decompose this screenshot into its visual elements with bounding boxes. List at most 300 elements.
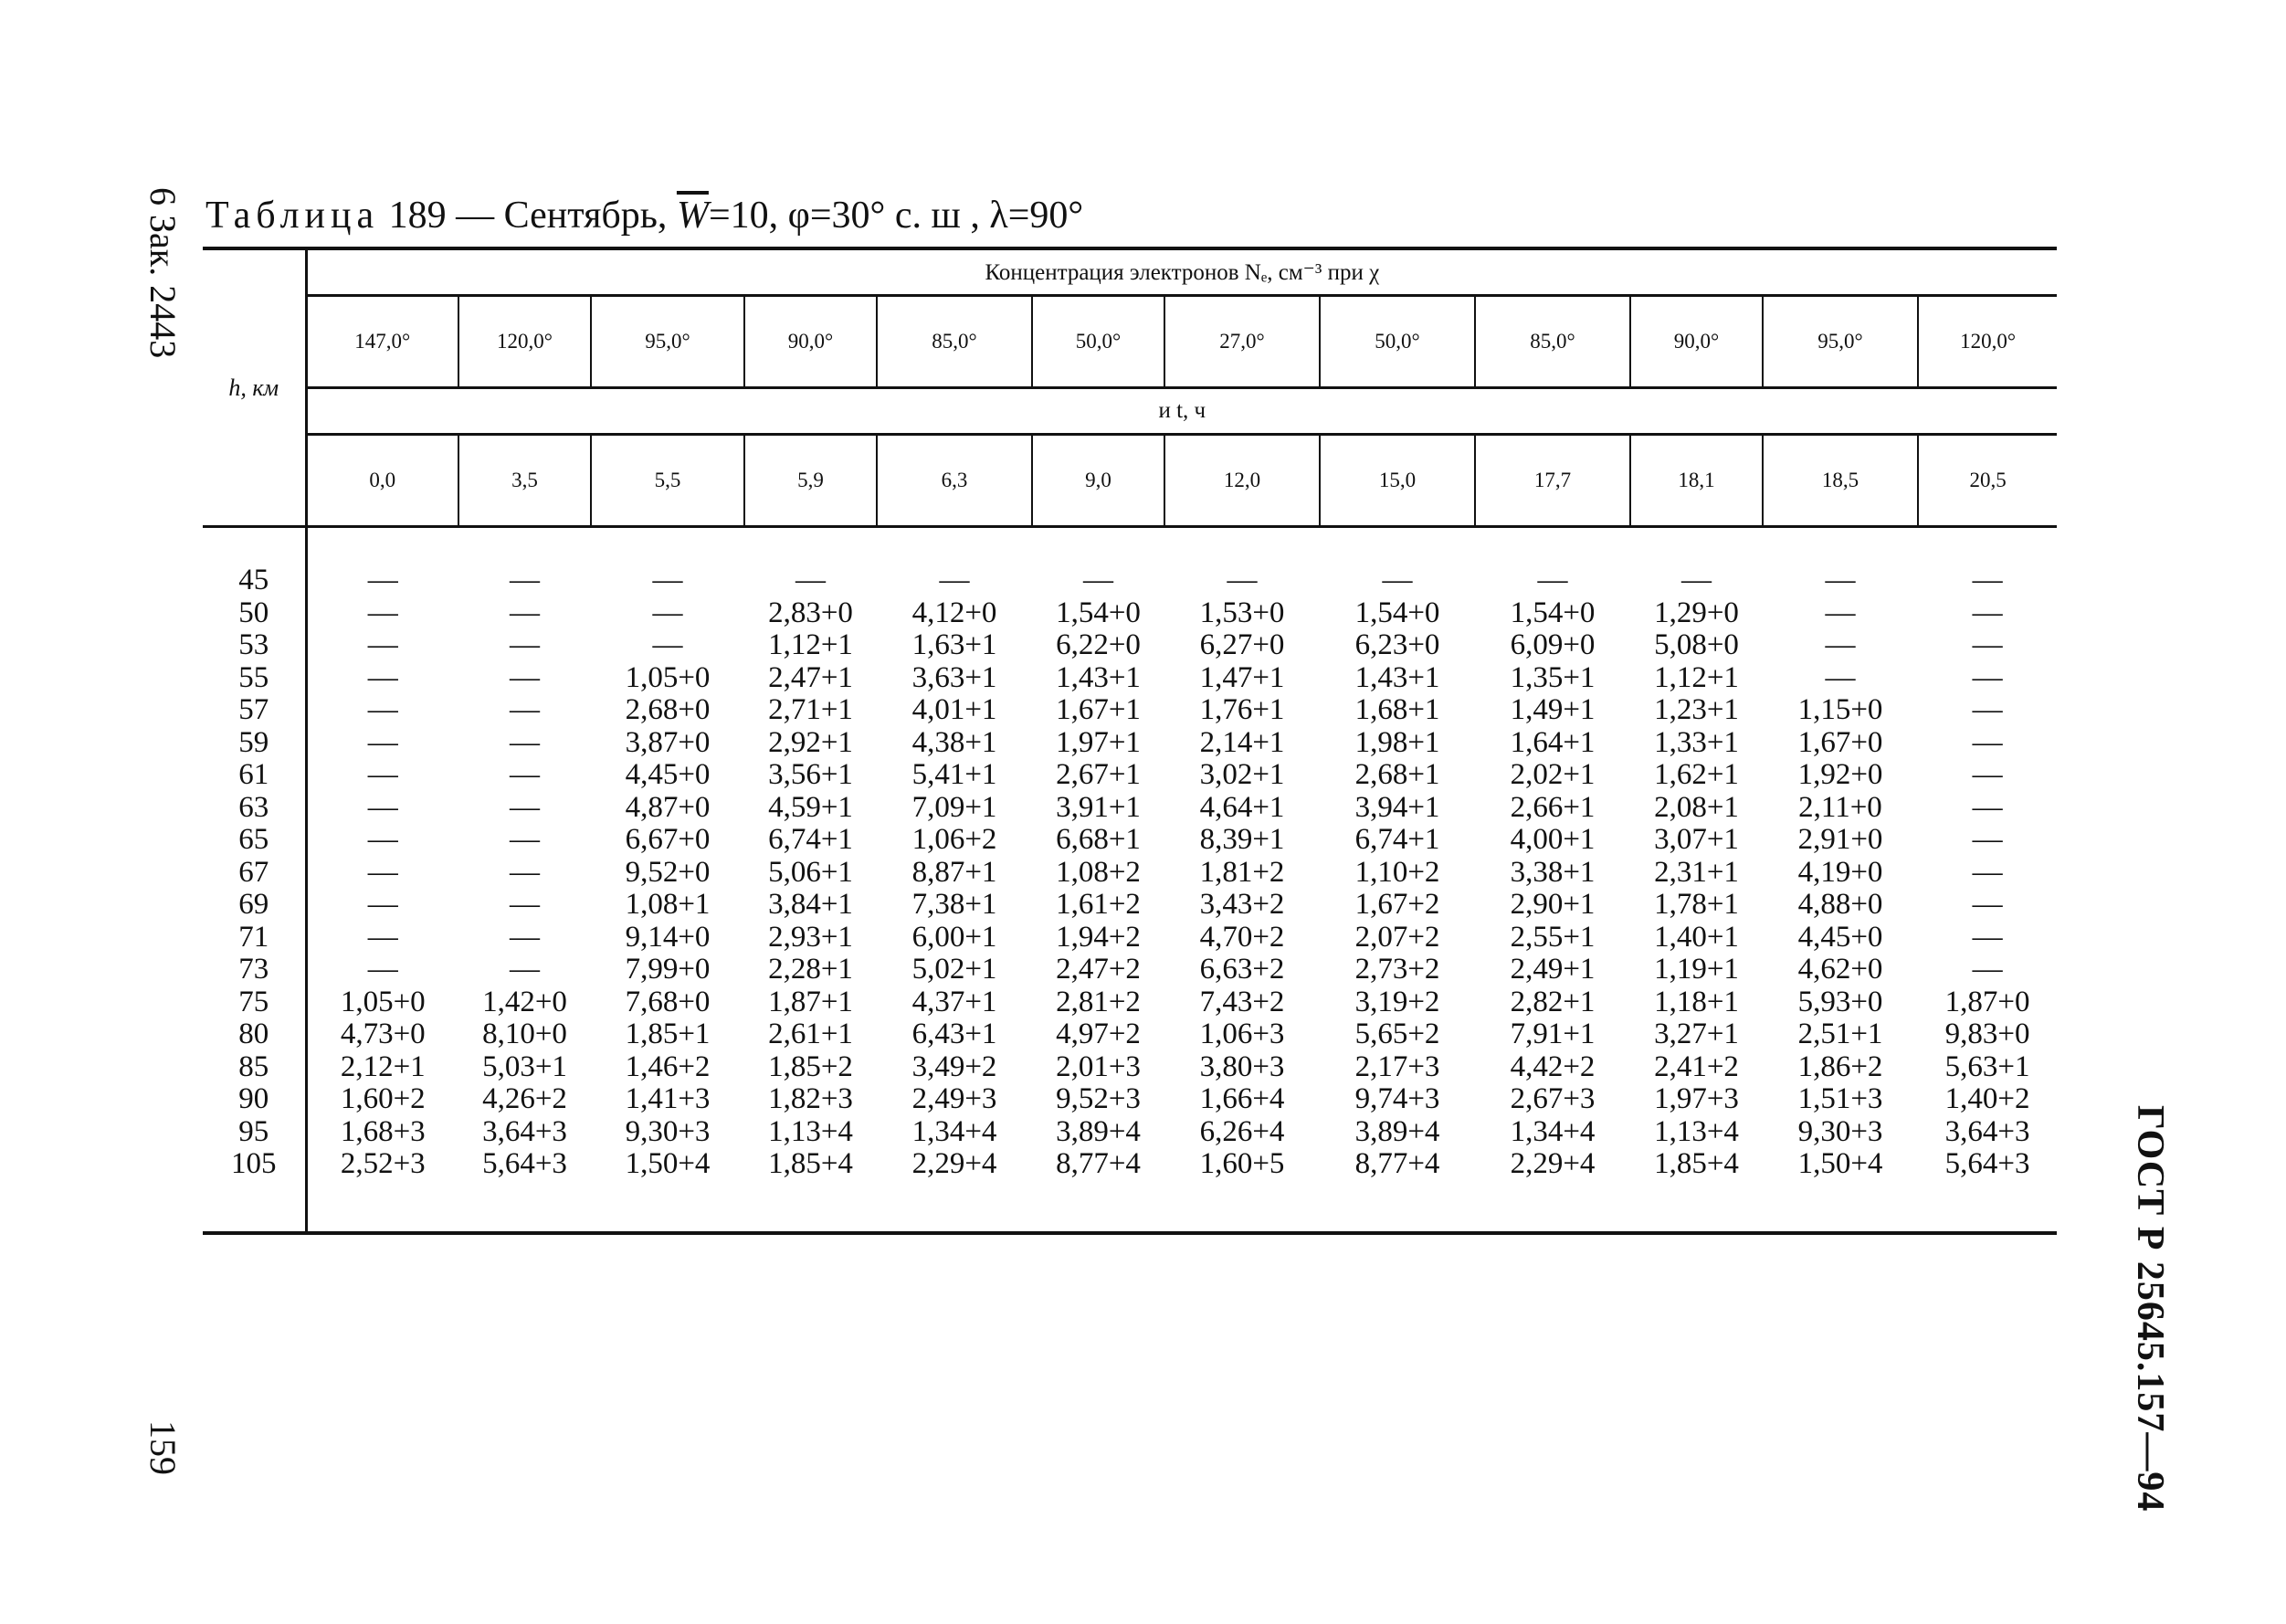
value-cell: —	[1825, 660, 1856, 694]
value-cell: 1,82+3	[768, 1082, 853, 1115]
value-cell: —	[652, 564, 683, 596]
height-cell: 53	[203, 629, 306, 662]
value-cell: 3,84+1	[768, 888, 853, 921]
value-cell: —	[939, 564, 970, 596]
height-cell: 61	[203, 759, 306, 792]
chi-cell: 147,0°	[354, 330, 411, 353]
value-cell: 1,87+1	[768, 985, 853, 1018]
value-cell: 3,91+1	[1056, 790, 1141, 824]
value-cell: 3,87+0	[625, 725, 711, 759]
value-cell: 1,08+2	[1056, 855, 1141, 889]
value-cell: 1,78+1	[1654, 888, 1739, 921]
value-cell: 5,41+1	[911, 758, 997, 791]
value-cell: 1,54+0	[1056, 596, 1141, 629]
title-w-symbol: $\overline{W}$	[676, 195, 709, 237]
value-cell: 1,35+1	[1510, 660, 1596, 694]
value-cell: 1,15+0	[1797, 693, 1883, 726]
value-cell: 2,81+2	[1056, 985, 1141, 1018]
value-cell: 4,97+2	[1056, 1018, 1141, 1050]
value-cell: 3,89+4	[1354, 1114, 1440, 1148]
value-cell: 1,68+1	[1354, 693, 1440, 726]
value-cell: 2,73+2	[1354, 953, 1440, 986]
value-cell: 1,76+1	[1199, 693, 1285, 726]
value-cell: 6,67+0	[625, 823, 711, 856]
value-cell: 3,19+2	[1354, 985, 1440, 1018]
value-cell: 2,12+1	[340, 1049, 426, 1083]
value-cell: 4,73+0	[340, 1018, 426, 1050]
table-row	[203, 1018, 2057, 1051]
value-cell: 4,00+1	[1510, 823, 1596, 856]
value-cell: 2,29+4	[911, 1147, 997, 1180]
value-cell: 4,59+1	[768, 790, 853, 824]
value-cell: —	[1972, 790, 2003, 824]
value-cell: 4,12+0	[911, 596, 997, 629]
value-cell: 2,82+1	[1510, 985, 1596, 1018]
height-cell: 65	[203, 824, 306, 857]
value-cell: —	[1681, 564, 1712, 596]
value-cell: 2,83+0	[768, 596, 853, 629]
value-cell: 9,52+0	[625, 855, 711, 889]
value-cell: 7,91+1	[1510, 1018, 1596, 1050]
table-row	[203, 759, 2057, 792]
time-cell: 5,5	[591, 435, 744, 526]
height-cell: 71	[203, 922, 306, 954]
value-cell: 9,52+3	[1056, 1082, 1141, 1115]
value-cell: 1,06+2	[911, 823, 997, 856]
value-cell: —	[1382, 564, 1413, 596]
value-cell: 5,64+3	[1944, 1147, 2030, 1180]
value-cell: 6,22+0	[1056, 628, 1141, 661]
chi-cell: 120,0°	[458, 296, 591, 388]
table-row	[203, 889, 2057, 922]
value-cell: 2,14+1	[1199, 725, 1285, 759]
value-cell: 2,91+0	[1797, 823, 1883, 856]
value-cell: —	[1972, 628, 2003, 661]
value-cell: —	[1083, 564, 1113, 596]
value-cell: —	[510, 953, 540, 986]
value-cell: 2,52+3	[340, 1147, 426, 1180]
value-cell: 1,97+1	[1056, 725, 1141, 759]
value-cell: —	[367, 693, 398, 726]
value-cell: 1,41+3	[625, 1082, 711, 1115]
value-cell: —	[510, 855, 540, 889]
value-cell: 9,30+3	[1797, 1114, 1883, 1148]
value-cell: 2,51+1	[1797, 1018, 1883, 1050]
value-cell: 2,68+1	[1354, 758, 1440, 791]
table-row	[203, 629, 2057, 662]
value-cell: —	[510, 725, 540, 759]
value-cell: 7,43+2	[1199, 985, 1285, 1018]
time-cell: 18,5	[1763, 435, 1918, 526]
height-cell: 73	[203, 954, 306, 986]
value-cell: 4,45+0	[1797, 920, 1883, 954]
table-row	[203, 1148, 2057, 1181]
value-cell: —	[1972, 725, 2003, 759]
value-cell: 4,19+0	[1797, 855, 1883, 889]
page-number: 159	[142, 1420, 184, 1475]
value-cell: 5,08+0	[1654, 628, 1739, 661]
value-cell: 1,34+4	[1510, 1114, 1596, 1148]
value-cell: —	[510, 660, 540, 694]
title-params: =10, φ=30° с. ш , λ=90°	[708, 195, 1084, 237]
value-cell: 1,94+2	[1056, 920, 1141, 954]
value-cell: 3,49+2	[911, 1049, 997, 1083]
value-cell: 2,49+1	[1510, 953, 1596, 986]
chi-cell: 95,0°	[1763, 296, 1918, 388]
value-cell: 2,11+0	[1798, 790, 1882, 824]
value-cell: —	[367, 660, 398, 694]
value-cell: 1,40+2	[1944, 1082, 2030, 1115]
value-cell: —	[367, 628, 398, 661]
value-cell: 1,64+1	[1510, 725, 1596, 759]
value-cell: —	[367, 564, 398, 596]
title-prefix: Таблица	[205, 195, 380, 237]
value-cell: 1,50+4	[625, 1147, 711, 1180]
value-cell: 7,99+0	[625, 953, 711, 986]
value-cell: 1,43+1	[1056, 660, 1141, 694]
value-cell: 2,02+1	[1510, 758, 1596, 791]
value-cell: 6,43+1	[911, 1018, 997, 1050]
title-rest: 189 — Сентябрь,	[379, 195, 677, 237]
value-cell: —	[1972, 953, 2003, 986]
value-cell: 1,98+1	[1354, 725, 1440, 759]
value-cell: 3,63+1	[911, 660, 997, 694]
value-cell: —	[510, 823, 540, 856]
value-cell: 1,54+0	[1510, 596, 1596, 629]
table-header	[203, 248, 2057, 527]
value-cell: 8,10+0	[482, 1018, 567, 1050]
value-cell: 3,64+3	[1944, 1114, 2030, 1148]
value-cell: 8,77+4	[1056, 1147, 1141, 1180]
value-cell: —	[367, 790, 398, 824]
chi-cell: 85,0°	[877, 296, 1032, 388]
value-cell: 2,01+3	[1056, 1049, 1141, 1083]
value-cell: 2,17+3	[1354, 1049, 1440, 1083]
value-cell: 2,07+2	[1354, 920, 1440, 954]
value-cell: —	[367, 855, 398, 889]
value-cell: 8,39+1	[1199, 823, 1285, 856]
chi-cell: 90,0°	[1630, 296, 1763, 388]
value-cell: 2,92+1	[768, 725, 853, 759]
value-cell: 5,93+0	[1797, 985, 1883, 1018]
value-cell: 4,87+0	[625, 790, 711, 824]
value-cell: 2,55+1	[1510, 920, 1596, 954]
value-cell: —	[510, 596, 540, 629]
table-row	[203, 824, 2057, 857]
value-cell: 1,92+0	[1797, 758, 1883, 791]
value-cell: 1,08+1	[625, 888, 711, 921]
value-cell: —	[367, 596, 398, 629]
value-cell: 8,87+1	[911, 855, 997, 889]
value-cell: 1,43+1	[1354, 660, 1440, 694]
time-cell: 0,0	[369, 469, 396, 491]
table-row	[203, 1051, 2057, 1084]
value-cell: 1,29+0	[1654, 596, 1739, 629]
value-cell: —	[510, 758, 540, 791]
value-cell: 1,06+3	[1199, 1018, 1285, 1050]
table-row	[203, 954, 2057, 986]
value-cell: 2,67+1	[1056, 758, 1141, 791]
value-cell: 6,23+0	[1354, 628, 1440, 661]
value-cell: 3,02+1	[1199, 758, 1285, 791]
value-cell: —	[652, 628, 683, 661]
value-cell: 1,63+1	[911, 628, 997, 661]
value-cell: 1,05+0	[625, 660, 711, 694]
value-cell: 2,90+1	[1510, 888, 1596, 921]
value-cell: 6,26+4	[1199, 1114, 1285, 1148]
value-cell: —	[367, 953, 398, 986]
value-cell: 2,71+1	[768, 693, 853, 726]
height-cell: 80	[203, 1018, 306, 1051]
value-cell: 4,70+2	[1199, 920, 1285, 954]
value-cell: 1,13+4	[768, 1114, 853, 1148]
height-cell: 95	[203, 1116, 306, 1149]
value-cell: 1,68+3	[340, 1114, 426, 1148]
value-cell: 4,26+2	[482, 1082, 567, 1115]
value-cell: —	[367, 758, 398, 791]
value-cell: 6,68+1	[1056, 823, 1141, 856]
value-cell: —	[367, 725, 398, 759]
value-cell: 1,42+0	[482, 985, 567, 1018]
table-row	[203, 857, 2057, 890]
value-cell: —	[1825, 596, 1856, 629]
value-cell: 9,30+3	[625, 1114, 711, 1148]
height-cell: 45	[203, 564, 306, 597]
value-cell: 6,74+1	[768, 823, 853, 856]
value-cell: 1,12+1	[1654, 660, 1739, 694]
value-cell: 2,08+1	[1654, 790, 1739, 824]
value-cell: 6,09+0	[1510, 628, 1596, 661]
value-cell: —	[510, 920, 540, 954]
value-cell: 9,14+0	[625, 920, 711, 954]
value-cell: 3,43+2	[1199, 888, 1285, 921]
value-cell: 3,94+1	[1354, 790, 1440, 824]
value-cell: 1,67+2	[1354, 888, 1440, 921]
concentration-header: Концентрация электронов Nₑ, см⁻³ при χ	[306, 248, 2057, 296]
height-cell: 69	[203, 889, 306, 922]
height-cell: 105	[203, 1148, 306, 1181]
table-row	[203, 662, 2057, 695]
value-cell: 4,42+2	[1510, 1049, 1596, 1083]
value-cell: 3,64+3	[482, 1114, 567, 1148]
value-cell: 7,09+1	[911, 790, 997, 824]
time-cell: 9,0	[1032, 435, 1164, 526]
value-cell: —	[1972, 823, 2003, 856]
electron-concentration-table	[203, 247, 2057, 1235]
value-cell: 1,85+1	[625, 1018, 711, 1050]
height-cell: 57	[203, 694, 306, 727]
value-cell: 1,60+5	[1199, 1147, 1285, 1180]
value-cell: 1,49+1	[1510, 693, 1596, 726]
value-cell: 4,38+1	[911, 725, 997, 759]
value-cell: 4,45+0	[625, 758, 711, 791]
value-cell: 1,47+1	[1199, 660, 1285, 694]
value-cell: 1,18+1	[1654, 985, 1739, 1018]
value-cell: 1,12+1	[768, 628, 853, 661]
value-cell: 1,23+1	[1654, 693, 1739, 726]
value-cell: 8,77+4	[1354, 1147, 1440, 1180]
height-cell: 50	[203, 597, 306, 630]
value-cell: 1,51+3	[1797, 1082, 1883, 1115]
value-cell: —	[652, 596, 683, 629]
value-cell: 1,33+1	[1654, 725, 1739, 759]
value-cell: 1,66+4	[1199, 1082, 1285, 1115]
table-row	[203, 922, 2057, 954]
height-cell: 85	[203, 1051, 306, 1084]
value-cell: 1,46+2	[625, 1049, 711, 1083]
value-cell: 1,97+3	[1654, 1082, 1739, 1115]
value-cell: —	[1972, 888, 2003, 921]
value-cell: 3,07+1	[1654, 823, 1739, 856]
table-row	[203, 1083, 2057, 1116]
time-cell: 6,3	[877, 435, 1032, 526]
value-cell: 4,01+1	[911, 693, 997, 726]
value-cell: 5,63+1	[1944, 1049, 2030, 1083]
height-cell: 75	[203, 986, 306, 1019]
h-km-header: h, км	[203, 248, 306, 525]
time-cell: 5,9	[744, 435, 877, 526]
value-cell: 2,31+1	[1654, 855, 1739, 889]
table-row	[203, 727, 2057, 760]
value-cell: 6,63+2	[1199, 953, 1285, 986]
standard-code: ГОСТ Р 25645.157—94	[2129, 1105, 2171, 1513]
value-cell: 7,38+1	[911, 888, 997, 921]
value-cell: —	[367, 888, 398, 921]
value-cell: 3,80+3	[1199, 1049, 1285, 1083]
value-cell: 3,27+1	[1654, 1018, 1739, 1050]
value-cell: 3,38+1	[1510, 855, 1596, 889]
time-cell: 15,0	[1320, 435, 1475, 526]
height-cell: 55	[203, 662, 306, 695]
chi-cell: 27,0°	[1164, 296, 1320, 388]
time-cell: 3,5	[458, 435, 591, 526]
value-cell: 1,81+2	[1199, 855, 1285, 889]
time-row	[203, 435, 2057, 526]
value-cell: 6,74+1	[1354, 823, 1440, 856]
value-cell: —	[510, 628, 540, 661]
value-cell: —	[795, 564, 826, 596]
chi-cell: 95,0°	[591, 296, 744, 388]
value-cell: 1,87+0	[1944, 985, 2030, 1018]
value-cell: —	[1227, 564, 1258, 596]
value-cell: 1,85+4	[768, 1147, 853, 1180]
value-cell: —	[510, 564, 540, 596]
value-cell: 2,49+3	[911, 1082, 997, 1115]
value-cell: —	[367, 823, 398, 856]
footer-h-cell	[203, 1181, 306, 1233]
value-cell: 9,83+0	[1944, 1018, 2030, 1050]
value-cell: —	[1972, 660, 2003, 694]
value-cell: 1,67+0	[1797, 725, 1883, 759]
time-header: и t, ч	[306, 388, 2057, 435]
table-row	[203, 564, 2057, 597]
value-cell: —	[510, 888, 540, 921]
value-cell: 6,00+1	[911, 920, 997, 954]
value-cell: 7,68+0	[625, 985, 711, 1018]
value-cell: 2,93+1	[768, 920, 853, 954]
table-row	[203, 792, 2057, 825]
value-cell: 5,06+1	[768, 855, 853, 889]
chi-cell: 120,0°	[1918, 296, 2057, 388]
value-cell: 1,54+0	[1354, 596, 1440, 629]
value-cell: 5,02+1	[911, 953, 997, 986]
value-cell: 5,03+1	[482, 1049, 567, 1083]
value-cell: —	[1972, 564, 2003, 596]
chi-cell: 50,0°	[1032, 296, 1164, 388]
value-cell: 6,27+0	[1199, 628, 1285, 661]
table-row	[203, 597, 2057, 630]
value-cell: 1,85+2	[768, 1049, 853, 1083]
height-cell: 63	[203, 792, 306, 825]
value-cell: 5,65+2	[1354, 1018, 1440, 1050]
value-cell: —	[1825, 564, 1856, 596]
margin-note: 6 Зак. 2443	[142, 187, 184, 359]
value-cell: 1,60+2	[340, 1082, 426, 1115]
value-cell: 1,40+1	[1654, 920, 1739, 954]
time-cell: 12,0	[1164, 435, 1320, 526]
value-cell: 2,41+2	[1654, 1049, 1739, 1083]
value-cell: 1,10+2	[1354, 855, 1440, 889]
value-cell: —	[1825, 628, 1856, 661]
value-cell: —	[1972, 693, 2003, 726]
value-cell: 2,47+1	[768, 660, 853, 694]
value-cell: 1,50+4	[1797, 1147, 1883, 1180]
value-cell: 1,61+2	[1056, 888, 1141, 921]
table-title	[205, 194, 1083, 237]
value-cell: —	[1537, 564, 1568, 596]
time-cell: 20,5	[1918, 435, 2057, 526]
value-cell: —	[510, 790, 540, 824]
footer-rule	[306, 1181, 2057, 1233]
value-cell: 1,53+0	[1199, 596, 1285, 629]
value-cell: 2,47+2	[1056, 953, 1141, 986]
value-cell: 4,64+1	[1199, 790, 1285, 824]
chi-cell: 85,0°	[1475, 296, 1630, 388]
value-cell: 2,67+3	[1510, 1082, 1596, 1115]
chi-row	[203, 296, 2057, 388]
value-cell: 1,86+2	[1797, 1049, 1883, 1083]
value-cell: 2,68+0	[625, 693, 711, 726]
value-cell: 1,85+4	[1654, 1147, 1739, 1180]
value-cell: 1,34+4	[911, 1114, 997, 1148]
chi-cell: 90,0°	[744, 296, 877, 388]
table-row	[203, 986, 2057, 1019]
table-row	[203, 694, 2057, 727]
value-cell: —	[367, 920, 398, 954]
value-cell: —	[1972, 758, 2003, 791]
value-cell: 1,67+1	[1056, 693, 1141, 726]
time-cell: 17,7	[1475, 435, 1630, 526]
height-cell: 59	[203, 727, 306, 760]
chi-cell: 50,0°	[1320, 296, 1475, 388]
value-cell: 2,66+1	[1510, 790, 1596, 824]
value-cell: 5,64+3	[482, 1147, 567, 1180]
value-cell: 4,88+0	[1797, 888, 1883, 921]
value-cell: 2,61+1	[768, 1018, 853, 1050]
table-row	[203, 1116, 2057, 1149]
value-cell: —	[1972, 596, 2003, 629]
time-cell: 18,1	[1630, 435, 1763, 526]
value-cell: 1,05+0	[340, 985, 426, 1018]
value-cell: 4,37+1	[911, 985, 997, 1018]
height-cell: 90	[203, 1083, 306, 1116]
value-cell: 1,62+1	[1654, 758, 1739, 791]
table-body	[203, 527, 2057, 1181]
value-cell: —	[1972, 920, 2003, 954]
value-cell: 1,13+4	[1654, 1114, 1739, 1148]
value-cell: 2,29+4	[1510, 1147, 1596, 1180]
value-cell: 3,89+4	[1056, 1114, 1141, 1148]
